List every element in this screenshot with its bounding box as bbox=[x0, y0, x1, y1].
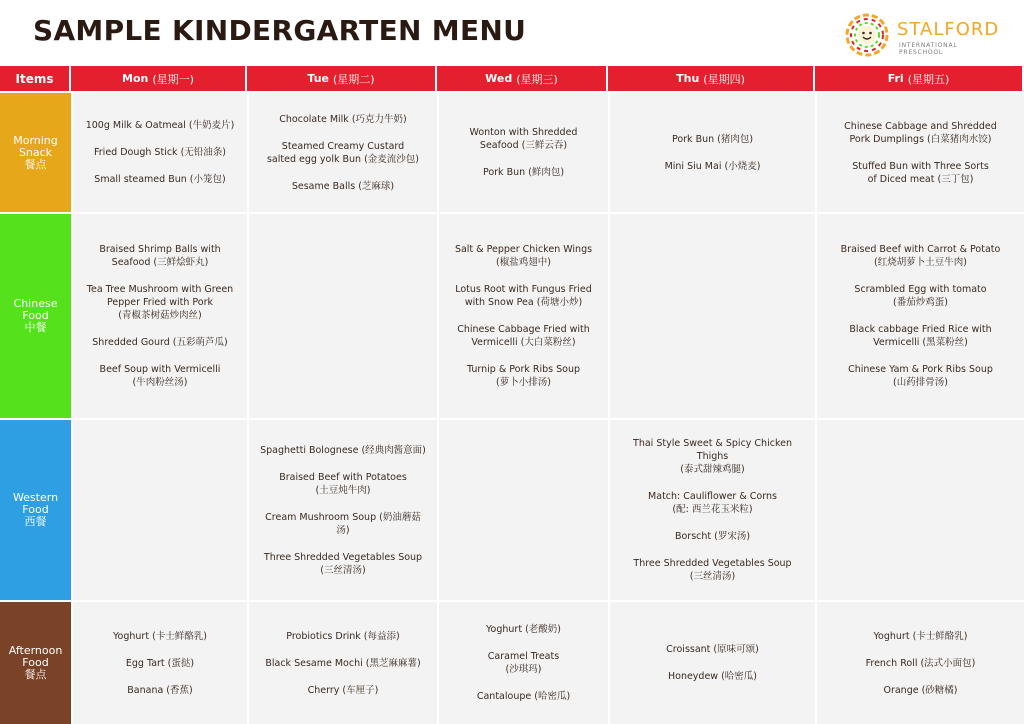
menu-cell-western-tue bbox=[247, 418, 437, 600]
menu-cell-morning-tue bbox=[247, 91, 437, 212]
dish-item: Honeydew (哈密瓜) bbox=[667, 671, 758, 682]
day-name: Fri bbox=[887, 72, 904, 85]
day-chinese: (星期二) bbox=[333, 72, 375, 86]
dish-item: Borscht (罗宋汤) bbox=[674, 531, 751, 542]
row-label-line: 中餐 bbox=[24, 321, 47, 334]
dish-item: Scrambled Egg with tomato (番茄炒鸡蛋) bbox=[854, 284, 987, 308]
menu-cell-morning-fri bbox=[815, 91, 1024, 212]
dish-item: Cream Mushroom Soup (奶油蘑菇汤) bbox=[265, 511, 421, 536]
dish-item: Cantaloupe (哈密瓜) bbox=[476, 691, 571, 702]
row-label-line: Snack bbox=[18, 145, 53, 159]
day-chinese: (星期三) bbox=[516, 72, 558, 86]
dish-item: Three Shredded Vegetables Soup (三丝清汤) bbox=[633, 558, 792, 582]
dish-item: Croissant (原味可颂) bbox=[666, 644, 759, 655]
header-tue bbox=[247, 66, 437, 91]
dish-item: Chinese Yam & Pork Ribs Soup (山药排骨汤) bbox=[848, 364, 993, 388]
dish-item: Black cabbage Fried Rice with Vermicelli (黑菜粉丝) bbox=[849, 324, 992, 348]
logo-wordmark: STALFORD bbox=[897, 19, 1000, 40]
day-chinese: (星期四) bbox=[703, 72, 745, 86]
header-items: Items bbox=[0, 66, 71, 91]
dish-item: Shredded Gourd (五彩萌芦瓜) bbox=[92, 337, 228, 348]
dish-item: Braised Beef with Potatoes (土豆炖牛肉) bbox=[279, 471, 407, 496]
dish-item: Yoghurt (老酸奶) bbox=[486, 624, 561, 635]
dish-item: Cherry (车厘子) bbox=[307, 684, 379, 696]
day-chinese: (星期一) bbox=[152, 72, 194, 86]
menu-cell-morning-wed bbox=[437, 91, 608, 212]
dish-item: Chinese Cabbage and Shredded Pork Dumplings (白菜猪肉水饺) bbox=[844, 120, 997, 145]
page-title: SAMPLE KINDERGARTEN MENU bbox=[33, 14, 527, 47]
dish-item: 100g Milk & Oatmeal (牛奶麦片) bbox=[85, 120, 235, 131]
dish-item: Braised Shrimp Balls with Seafood (三鲜烩虾丸) bbox=[99, 244, 221, 268]
row-label-line: Western bbox=[12, 491, 59, 504]
row-label-afternoon bbox=[0, 600, 71, 724]
dish-item: Fried Dough Stick (无铅油条) bbox=[94, 147, 226, 158]
row-label-line: Morning bbox=[13, 133, 58, 147]
menu-cell-chinese-fri bbox=[815, 212, 1024, 418]
menu-cell-afternoon-fri bbox=[815, 600, 1024, 724]
dish-item: Banana (香蕉) bbox=[127, 684, 193, 696]
dish-item: Wonton with Shredded Seafood (三鲜云吞) bbox=[469, 127, 578, 151]
dish-item: Chocolate Milk (巧克力牛奶) bbox=[279, 113, 407, 125]
menu-cell-western-mon bbox=[71, 418, 247, 600]
row-label-line: Afternoon bbox=[8, 644, 63, 657]
dish-item: Pork Bun (鲜肉包) bbox=[482, 167, 565, 178]
row-label-line: Chinese bbox=[13, 297, 58, 310]
menu-cell-afternoon-thu bbox=[608, 600, 815, 724]
row-label-line: 餐点 bbox=[24, 157, 47, 171]
dish-item: French Roll (法式小面包) bbox=[865, 657, 976, 669]
menu-cell-western-fri bbox=[815, 418, 1024, 600]
menu-cell-morning-thu bbox=[608, 91, 815, 212]
header-thu bbox=[608, 66, 815, 91]
dish-item: Three Shredded Vegetables Soup (三丝清汤) bbox=[263, 551, 423, 576]
row-label-western bbox=[0, 418, 71, 600]
row-label-line: Food bbox=[22, 503, 49, 516]
menu-cell-morning-mon bbox=[71, 91, 247, 212]
header-wed bbox=[437, 66, 608, 91]
dish-item: Braised Beef with Carrot & Potato (红烧胡萝卜土豆牛肉) bbox=[840, 244, 1001, 268]
row-label-morning bbox=[0, 91, 71, 212]
dish-item: Chinese Cabbage Fried with Vermicelli (大白菜粉丝) bbox=[457, 324, 590, 348]
dish-item: Thai Style Sweet & Spicy Chicken Thighs (泰式甜辣鸡腿) bbox=[633, 438, 792, 475]
day-name: Tue bbox=[307, 72, 329, 85]
dish-item: Salt & Pepper Chicken Wings (椒盐鸡翅中) bbox=[454, 244, 593, 268]
dish-item: Egg Tart (蛋挞) bbox=[125, 657, 195, 669]
row-label-line: Food bbox=[22, 656, 49, 669]
menu-cell-chinese-tue bbox=[247, 212, 437, 418]
stalford-logo bbox=[842, 10, 1002, 60]
menu-cell-afternoon-mon bbox=[71, 600, 247, 724]
dish-item: Pork Bun (猪肉包) bbox=[671, 133, 754, 145]
dish-item: Tea Tree Mushroom with Green Pepper Fried with Pork (青椒茶树菇炒肉丝) bbox=[86, 284, 234, 321]
dish-item: Lotus Root with Fungus Fried with Snow Pea (荷塘小炒) bbox=[455, 284, 592, 308]
dish-item: Steamed Creamy Custard salted egg yolk Bun (金麦流沙包) bbox=[266, 140, 420, 165]
day-name: Thu bbox=[676, 72, 700, 85]
dish-item: Caramel Treats (沙琪玛) bbox=[487, 651, 560, 675]
dish-item: Beef Soup with Vermicelli (牛肉粉丝汤) bbox=[99, 364, 221, 388]
logo-subtitle: INTERNATIONAL PRESCHOOL bbox=[899, 42, 958, 56]
smiley-sun-icon bbox=[842, 10, 892, 60]
day-name: Mon bbox=[122, 72, 149, 85]
dish-item: Small steamed Bun (小笼包) bbox=[94, 174, 226, 185]
dish-item: Turnip & Pork Ribs Soup (萝卜小排汤) bbox=[466, 364, 581, 388]
menu-cell-afternoon-wed bbox=[437, 600, 608, 724]
dish-item: Spaghetti Bolognese (经典肉酱意面) bbox=[260, 444, 426, 456]
dish-item: Stuffed Bun with Three Sorts of Diced meat (三丁包) bbox=[852, 160, 989, 185]
header-mon bbox=[71, 66, 247, 91]
dish-item: Yoghurt (卡士鲜酪乳) bbox=[873, 630, 968, 642]
dish-item: Mini Siu Mai (小烧麦) bbox=[664, 160, 761, 172]
dish-item: Yoghurt (卡士鲜酪乳) bbox=[113, 630, 207, 642]
row-label-chinese bbox=[0, 212, 71, 418]
menu-cell-western-wed bbox=[437, 418, 608, 600]
menu-cell-afternoon-tue bbox=[247, 600, 437, 724]
menu-cell-western-thu bbox=[608, 418, 815, 600]
dish-item: Probiotics Drink (每益添) bbox=[286, 630, 400, 642]
menu-cell-chinese-mon bbox=[71, 212, 247, 418]
row-label-line: Food bbox=[22, 309, 49, 322]
row-label-line: 餐点 bbox=[24, 668, 47, 681]
row-label-line: 西餐 bbox=[24, 515, 47, 528]
menu-cell-chinese-thu bbox=[608, 212, 815, 418]
header-fri bbox=[815, 66, 1024, 91]
dish-item: Orange (砂糖橘) bbox=[883, 684, 958, 696]
dish-item: Sesame Balls (芝麻球) bbox=[291, 180, 395, 192]
dish-item: Match: Cauliflower & Corns (配: 西兰花玉米粒) bbox=[648, 491, 777, 515]
day-chinese: (星期五) bbox=[907, 72, 950, 86]
day-name: Wed bbox=[485, 72, 513, 85]
menu-table bbox=[0, 66, 1024, 724]
menu-cell-chinese-wed bbox=[437, 212, 608, 418]
dish-item: Black Sesame Mochi (黑芝麻麻薯) bbox=[265, 657, 421, 669]
